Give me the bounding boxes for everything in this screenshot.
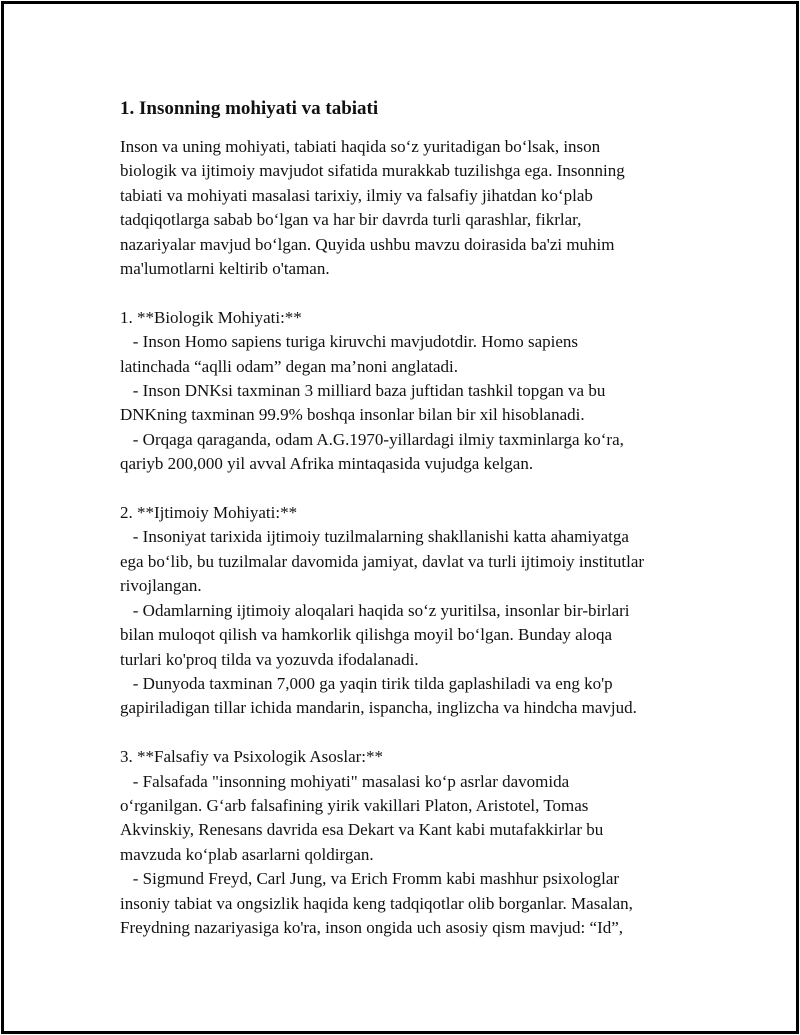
- text-line: tabiati va mohiyati masalasi tarixiy, ilmiy va falsafiy jihatdan ko‘plab: [120, 185, 593, 205]
- text-line: gapiriladigan tillar ichida mandarin, ispancha, inglizcha va hindcha mavjud.: [120, 698, 637, 718]
- text-line: - Odamlarning ijtimoiy aloqalari haqida so‘z yuritilsa, insonlar bir-birlari: [120, 600, 630, 620]
- document-page: [1, 1, 799, 1034]
- section-title: 1. **Biologik Mohiyati:**: [120, 307, 302, 327]
- text-line: Akvinskiy, Renesans davrida esa Dekart va Kant kabi mutafakkirlar bu: [120, 820, 604, 840]
- text-line: - Dunyoda taxminan 7,000 ga yaqin tirik tilda gaplashiladi va eng ko'p: [120, 673, 613, 693]
- text-line: mavzuda ko‘plab asarlarni qoldirgan.: [120, 844, 374, 864]
- text-line: bilan muloqot qilish va hamkorlik qilishga moyil bo‘lgan. Bunday aloqa: [120, 625, 612, 645]
- section-heading: 1. Insonning mohiyati va tabiati: [120, 98, 379, 119]
- text-line: - Insoniyat tarixida ijtimoiy tuzilmalarning shakllanishi katta ahamiyatga: [120, 527, 629, 547]
- section-biologik: [120, 306, 720, 477]
- text-line: - Falsafada "insonning mohiyati" masalasi ko‘p asrlar davomida: [120, 771, 570, 791]
- document-body: [120, 96, 720, 940]
- section-ijtimoiy: [120, 501, 720, 721]
- section-falsafiy: [120, 745, 720, 940]
- text-line: o‘rganilgan. G‘arb falsafining yirik vakillari Platon, Aristotel, Tomas: [120, 795, 589, 815]
- blank-line: [120, 477, 720, 501]
- text-line: - Inson DNKsi taxminan 3 milliard baza juftidan tashkil topgan va bu: [120, 381, 606, 401]
- text-line: Inson va uning mohiyati, tabiati haqida so‘z yuritadigan bo‘lsak, inson: [120, 137, 601, 156]
- section-title: 2. **Ijtimoiy Mohiyati:**: [120, 503, 298, 523]
- text-line: rivojlangan.: [120, 576, 202, 596]
- text-line: - Orqaga qaraganda, odam A.G.1970-yillardagi ilmiy taxminlarga ko‘ra,: [120, 429, 624, 449]
- text-line: - Inson Homo sapiens turiga kiruvchi mavjudotdir. Homo sapiens: [120, 332, 578, 352]
- intro-paragraph: [120, 135, 720, 281]
- blank-line: [120, 281, 720, 305]
- text-line: DNKning taxminan 99.9% boshqa insonlar bilan bir xil hisoblanadi.: [120, 405, 585, 425]
- text-line: - Sigmund Freyd, Carl Jung, va Erich Fromm kabi mashhur psixologlar: [120, 869, 620, 889]
- text-line: ma'lumotlarni keltirib o'taman.: [120, 259, 330, 279]
- text-line: qariyb 200,000 yil avval Afrika mintaqasida vujudga kelgan.: [120, 454, 534, 474]
- text-line: ega bo‘lib, bu tuzilmalar davomida jamiyat, davlat va turli ijtimoiy institutlar: [120, 551, 645, 571]
- text-line: tadqiqotlarga sabab bo‘lgan va har bir davrda turli qarashlar, fikrlar,: [120, 210, 582, 230]
- text-line: insoniy tabiat va ongsizlik haqida keng tadqiqotlar olib borganlar. Masalan,: [120, 893, 633, 913]
- text-line: latinchada “aqlli odam” degan ma’noni anglatadi.: [120, 356, 458, 376]
- text-line: nazariyalar mavjud bo‘lgan. Quyida ushbu mavzu doirasida ba'zi muhim: [120, 234, 615, 254]
- section-title: 3. **Falsafiy va Psixologik Asoslar:**: [120, 747, 384, 767]
- text-line: turlari ko'proq tilda va yozuvda ifodalanadi.: [120, 649, 419, 669]
- text-line: biologik va ijtimoiy mavjudot sifatida murakkab tuzilishga ega. Insonning: [120, 161, 625, 181]
- text-line: Freydning nazariyasiga ko'ra, inson ongida uch asosiy qism mavjud: “Id”,: [120, 917, 624, 937]
- blank-line: [120, 721, 720, 745]
